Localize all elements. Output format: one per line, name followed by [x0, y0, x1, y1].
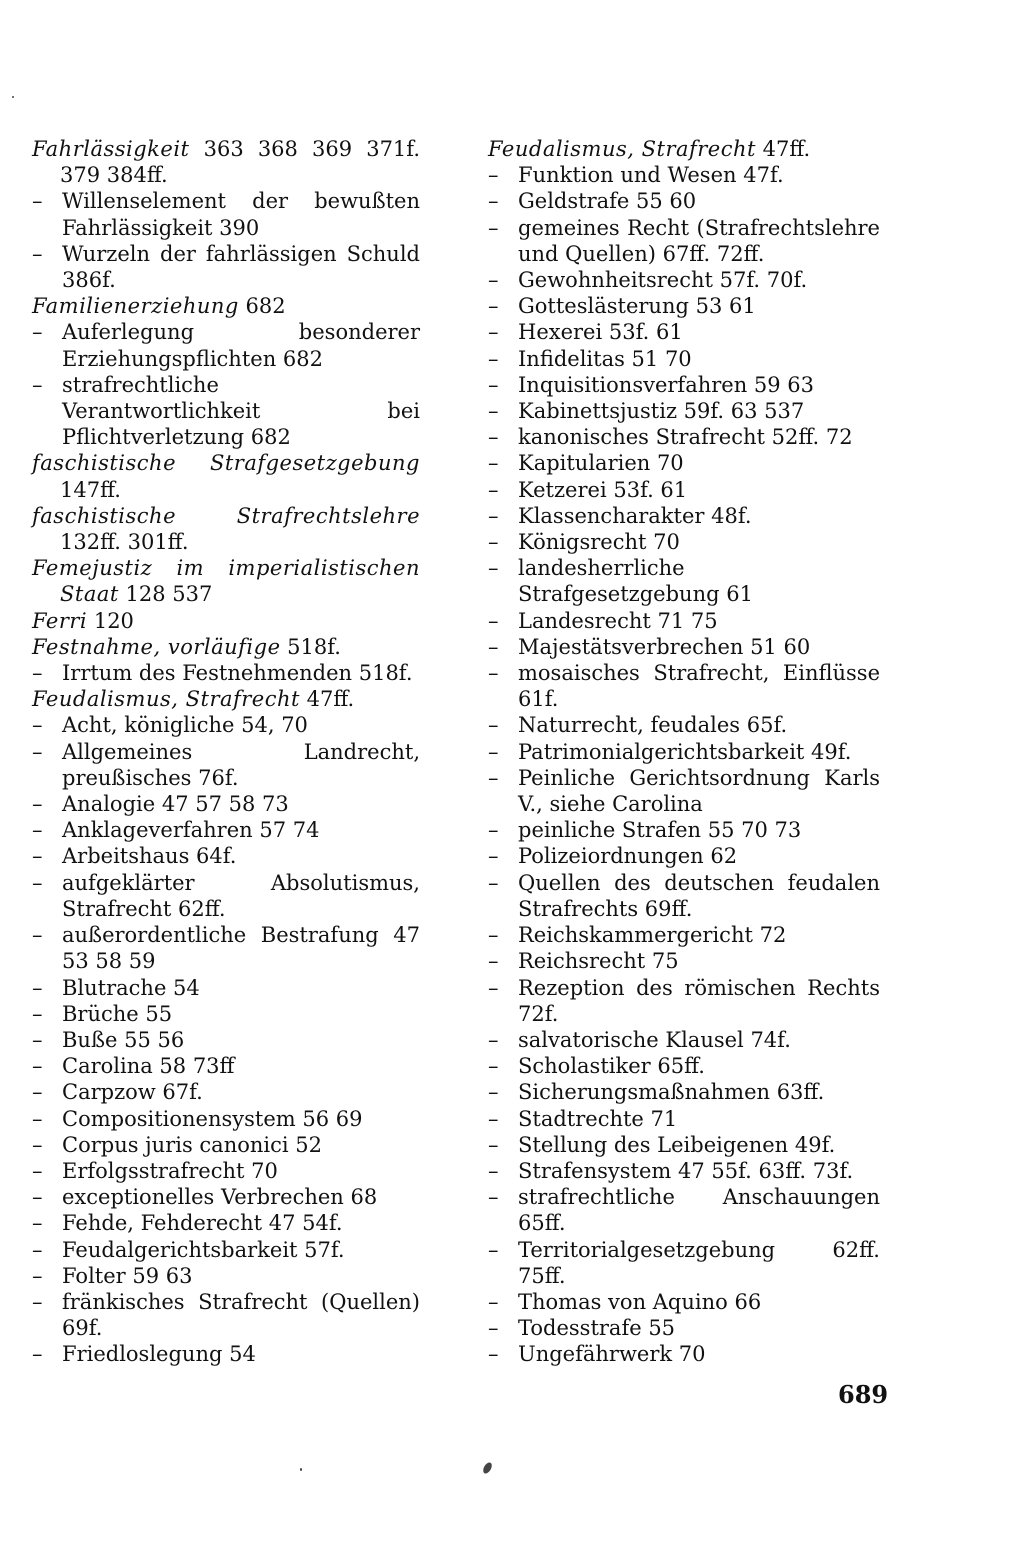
index-sub-entry	[32, 817, 420, 843]
index-sub-entry	[488, 739, 880, 765]
subentry-dash: –	[488, 1027, 499, 1052]
index-subentry-text: Landesrecht 71 75	[518, 608, 718, 633]
subentry-dash: –	[488, 503, 499, 528]
index-subentry-text: Corpus juris canonici 52	[62, 1132, 322, 1157]
index-sub-entry	[488, 660, 880, 712]
index-main-entry	[32, 686, 420, 712]
index-sub-entry	[32, 1263, 420, 1289]
index-sub-entry	[488, 922, 880, 948]
index-subentry-text: Todesstrafe 55	[518, 1316, 676, 1341]
index-sub-entry	[32, 1027, 420, 1053]
index-sub-entry	[488, 346, 880, 372]
index-sub-entry	[488, 398, 880, 424]
index-sub-entry	[488, 529, 880, 555]
index-column-left	[32, 136, 420, 1368]
index-main-entry	[32, 634, 420, 660]
index-subentry-text: Rezeption des römischen Rechts 72f.	[518, 975, 880, 1026]
subentry-dash: –	[488, 818, 499, 843]
index-subentry-text: Fehde, Fehderecht 47 54f.	[62, 1211, 343, 1236]
subentry-dash: –	[32, 1263, 43, 1288]
index-sub-entry	[32, 1341, 420, 1367]
index-main-entry	[32, 555, 420, 607]
index-sub-entry	[488, 215, 880, 267]
subentry-dash: –	[488, 294, 499, 319]
index-subentry-text: Sicherungsmaßnahmen 63ff.	[518, 1080, 825, 1105]
index-subentry-text: Polizeiordnungen 62	[518, 844, 738, 869]
index-subentry-text: salvatorische Klausel 74f.	[518, 1027, 791, 1052]
index-sub-entry	[488, 267, 880, 293]
index-sub-entry	[32, 660, 420, 686]
page-number: 689	[838, 1380, 889, 1409]
subentry-dash: –	[488, 634, 499, 659]
index-subentry-text: Geldstrafe 55 60	[518, 189, 697, 214]
subentry-dash: –	[32, 241, 43, 266]
index-sub-entry	[32, 1106, 420, 1132]
subentry-dash: –	[488, 1316, 499, 1341]
index-sub-entry	[488, 843, 880, 869]
index-main-entry	[32, 136, 420, 188]
subentry-dash: –	[488, 372, 499, 397]
subentry-dash: –	[488, 765, 499, 790]
index-term: Fahrlässigkeit	[32, 137, 190, 161]
index-term: Feudalismus, Strafrecht	[32, 687, 300, 712]
subentry-dash: –	[488, 530, 499, 555]
index-sub-entry	[488, 372, 880, 398]
index-page-refs: 147ff.	[60, 477, 121, 502]
subentry-dash: –	[32, 1080, 43, 1105]
subentry-dash: –	[32, 739, 43, 764]
subentry-dash: –	[32, 818, 43, 843]
index-subentry-text: Stellung des Leibeigenen 49f.	[518, 1132, 836, 1157]
subentry-dash: –	[32, 870, 43, 895]
index-subentry-text: Peinliche Gerichtsordnung Karls V., siehe Carolina	[518, 765, 880, 817]
index-term: faschistische Strafgesetzgebung	[32, 451, 420, 476]
index-sub-entry	[32, 319, 420, 371]
index-subentry-text: Carolina 58 73ff	[62, 1054, 235, 1079]
subentry-dash: –	[488, 608, 499, 633]
index-sub-entry	[32, 843, 420, 869]
index-sub-entry	[488, 712, 880, 738]
index-sub-entry	[488, 1027, 880, 1053]
index-subentry-text: Compositionensystem 56 69	[62, 1106, 363, 1131]
subentry-dash: –	[32, 1027, 43, 1052]
subentry-dash: –	[488, 1237, 499, 1262]
index-sub-entry	[488, 1289, 880, 1315]
index-sub-entry	[488, 319, 880, 345]
subentry-dash: –	[488, 189, 499, 214]
index-sub-entry	[32, 1289, 420, 1341]
subentry-dash: –	[488, 975, 499, 1000]
index-column-right	[488, 136, 880, 1368]
subentry-dash: –	[488, 1054, 499, 1079]
index-term: faschistische Strafrechtslehre	[32, 503, 420, 528]
subentry-dash: –	[488, 268, 499, 293]
index-sub-entry	[488, 555, 880, 607]
index-sub-entry	[32, 1132, 420, 1158]
scan-speck	[300, 1468, 302, 1471]
index-term: Festnahme, vorläufige	[32, 634, 281, 659]
index-sub-entry	[488, 608, 880, 634]
index-subentry-text: Scholastiker 65ff.	[518, 1054, 705, 1079]
subentry-dash: –	[488, 1106, 499, 1131]
index-subentry-text: Quellen des deutschen feudalen Strafrechts 69ff.	[518, 870, 880, 921]
index-main-entry	[32, 450, 420, 502]
index-subentry-text: Blutrache 54	[62, 975, 200, 1000]
subentry-dash: –	[488, 320, 499, 345]
index-subentry-text: Klassencharakter 48f.	[518, 503, 752, 528]
index-sub-entry	[488, 503, 880, 529]
index-page-refs: 128 537	[118, 582, 213, 607]
subentry-dash: –	[488, 1185, 499, 1210]
index-term: Feudalismus, Strafrecht	[488, 137, 756, 161]
index-sub-entry	[488, 1132, 880, 1158]
index-sub-entry	[488, 1106, 880, 1132]
subentry-dash: –	[488, 1342, 499, 1367]
index-sub-entry	[488, 1184, 880, 1236]
subentry-dash: –	[488, 1289, 499, 1314]
subentry-dash: –	[488, 713, 499, 738]
index-subentry-text: Funktion und Wesen 47f.	[518, 163, 784, 188]
subentry-dash: –	[488, 451, 499, 476]
index-subentry-text: exceptionelles Verbrechen 68	[62, 1185, 378, 1210]
index-sub-entry	[32, 1210, 420, 1236]
index-subentry-text: Naturrecht, feudales 65f.	[518, 713, 788, 738]
index-sub-entry	[488, 870, 880, 922]
subentry-dash: –	[32, 1132, 43, 1157]
subentry-dash: –	[32, 1211, 43, 1236]
subentry-dash: –	[32, 844, 43, 869]
index-subentry-text: Patrimonialgerichtsbarkeit 49f.	[518, 739, 852, 764]
subentry-dash: –	[488, 215, 499, 240]
index-sub-entry	[488, 293, 880, 319]
index-subentry-text: Analogie 47 57 58 73	[62, 792, 289, 817]
index-sub-entry	[32, 372, 420, 451]
index-sub-entry	[32, 1001, 420, 1027]
subentry-dash: –	[32, 975, 43, 1000]
index-main-entry	[488, 136, 880, 162]
subentry-dash: –	[32, 372, 43, 397]
index-sub-entry	[32, 241, 420, 293]
index-subentry-text: aufgeklärter Absolutismus, Strafrecht 62ff.	[62, 870, 420, 921]
subentry-dash: –	[32, 713, 43, 738]
index-subentry-text: Majestätsverbrechen 51 60	[518, 634, 811, 659]
index-page-refs: 682	[238, 294, 286, 319]
index-subentry-text: Carpzow 67f.	[62, 1080, 203, 1105]
subentry-dash: –	[488, 346, 499, 371]
index-subentry-text: Kapitularien 70	[518, 451, 684, 476]
scan-speck	[12, 96, 14, 98]
subentry-dash: –	[488, 1132, 499, 1157]
subentry-dash: –	[32, 1054, 43, 1079]
subentry-dash: –	[488, 844, 499, 869]
index-subentry-text: Allgemeines Landrecht, preußisches 76f.	[62, 739, 420, 790]
subentry-dash: –	[32, 1185, 43, 1210]
subentry-dash: –	[488, 425, 499, 450]
subentry-dash: –	[488, 477, 499, 502]
index-sub-entry	[488, 817, 880, 843]
index-sub-entry	[488, 424, 880, 450]
index-sub-entry	[488, 765, 880, 817]
index-sub-entry	[32, 870, 420, 922]
index-page-refs: 518f.	[280, 634, 341, 659]
index-sub-entry	[32, 1158, 420, 1184]
index-subentry-text: peinliche Strafen 55 70 73	[518, 818, 802, 843]
subentry-dash: –	[32, 189, 43, 214]
index-sub-entry	[488, 1079, 880, 1105]
index-subentry-text: Ungefährwerk 70	[518, 1342, 706, 1367]
index-subentry-text: Anklageverfahren 57 74	[62, 818, 320, 843]
index-subentry-text: landesherrliche Strafgesetzgebung 61	[518, 556, 753, 607]
index-sub-entry	[488, 162, 880, 188]
subentry-dash: –	[488, 399, 499, 424]
index-term: Ferri	[32, 608, 88, 633]
index-main-entry	[32, 608, 420, 634]
subentry-dash: –	[32, 1106, 43, 1131]
index-main-entry	[32, 293, 420, 319]
index-sub-entry	[32, 712, 420, 738]
index-page-refs: 132ff. 301ff.	[60, 530, 189, 555]
subentry-dash: –	[32, 661, 43, 686]
index-subentry-text: Arbeitshaus 64f.	[62, 844, 237, 869]
index-term: Familienerziehung	[32, 294, 239, 319]
subentry-dash: –	[32, 923, 43, 948]
index-subentry-text: Folter 59 63	[62, 1263, 193, 1288]
index-sub-entry	[488, 1315, 880, 1341]
subentry-dash: –	[488, 661, 499, 686]
index-subentry-text: strafrechtliche Verantwortlichkeit bei Pflichtverletzung 682	[62, 372, 420, 450]
index-subentry-text: Acht, königliche 54, 70	[62, 713, 308, 738]
index-sub-entry	[488, 975, 880, 1027]
index-subentry-text: Friedloslegung 54	[62, 1342, 256, 1367]
index-page-refs: 120	[87, 608, 134, 633]
index-subentry-text: Buße 55 56	[62, 1027, 185, 1052]
index-sub-entry	[488, 450, 880, 476]
subentry-dash: –	[488, 1158, 499, 1183]
index-subentry-text: Thomas von Aquino 66	[518, 1289, 762, 1314]
index-subentry-text: Feudalgerichtsbarkeit 57f.	[62, 1237, 345, 1262]
index-sub-entry	[488, 188, 880, 214]
subentry-dash: –	[32, 1342, 43, 1367]
subentry-dash: –	[488, 923, 499, 948]
index-sub-entry	[32, 188, 420, 240]
subentry-dash: –	[488, 739, 499, 764]
index-sub-entry	[32, 1079, 420, 1105]
subentry-dash: –	[32, 1158, 43, 1183]
index-subentry-text: Kabinettsjustiz 59f. 63 537	[518, 399, 805, 424]
index-sub-entry	[488, 1237, 880, 1289]
scan-speck	[481, 1461, 493, 1475]
index-subentry-text: außerordentliche Bestrafung 47 53 58 59	[62, 923, 420, 974]
index-page-refs: 47ff.	[299, 687, 355, 712]
subentry-dash: –	[32, 320, 43, 345]
subentry-dash: –	[32, 1289, 43, 1314]
index-subentry-text: Königsrecht 70	[518, 530, 680, 555]
index-term: Femejustiz im imperialistischen Staat	[32, 556, 420, 607]
index-subentry-text: Reichskammergericht 72	[518, 923, 787, 948]
subentry-dash: –	[488, 163, 499, 188]
index-subentry-text: Brüche 55	[62, 1001, 173, 1026]
index-subentry-text: Auferlegung besonderer Erziehungspflichten 682	[62, 320, 420, 371]
index-subentry-text: Strafensystem 47 55f. 63ff. 73f.	[518, 1158, 854, 1183]
index-subentry-text: Wurzeln der fahrlässigen Schuld 386f.	[62, 241, 420, 293]
index-sub-entry	[488, 1158, 880, 1184]
index-subentry-text: Irrtum des Festnehmenden 518f.	[62, 661, 413, 686]
index-subentry-text: Infidelitas 51 70	[518, 346, 692, 371]
index-subentry-text: Reichsrecht 75	[518, 949, 679, 974]
index-page-refs: 363 368 369 371f. 379 384ff.	[60, 137, 420, 188]
index-subentry-text: strafrechtliche Anschauungen 65ff.	[518, 1185, 880, 1236]
subentry-dash: –	[488, 556, 499, 581]
index-subentry-text: gemeines Recht (Strafrechtslehre und Quellen) 67ff. 72ff.	[518, 215, 880, 266]
index-sub-entry	[488, 1341, 880, 1367]
index-sub-entry	[32, 1237, 420, 1263]
index-subentry-text: fränkisches Strafrecht (Quellen) 69f.	[62, 1289, 420, 1341]
index-sub-entry	[32, 739, 420, 791]
index-subentry-text: kanonisches Strafrecht 52ff. 72	[518, 425, 853, 450]
subentry-dash: –	[32, 792, 43, 817]
index-subentry-text: mosaisches Strafrecht, Einflüsse 61f.	[518, 661, 880, 712]
index-subentry-text: Willenselement der bewußten Fahrlässigkeit 390	[62, 189, 420, 240]
index-sub-entry	[32, 1184, 420, 1210]
index-subentry-text: Inquisitionsverfahren 59 63	[518, 372, 815, 397]
index-sub-entry	[488, 477, 880, 503]
subentry-dash: –	[488, 949, 499, 974]
index-subentry-text: Ketzerei 53f. 61	[518, 477, 688, 502]
index-sub-entry	[488, 948, 880, 974]
index-sub-entry	[32, 922, 420, 974]
index-sub-entry	[488, 634, 880, 660]
index-subentry-text: Erfolgsstrafrecht 70	[62, 1158, 278, 1183]
index-sub-entry	[32, 791, 420, 817]
index-sub-entry	[488, 1053, 880, 1079]
index-subentry-text: Stadtrechte 71	[518, 1106, 678, 1131]
index-subentry-text: Gewohnheitsrecht 57f. 70f.	[518, 268, 808, 293]
index-page-refs: 47ff.	[755, 137, 811, 161]
subentry-dash: –	[488, 870, 499, 895]
subentry-dash: –	[32, 1237, 43, 1262]
subentry-dash: –	[32, 1001, 43, 1026]
index-subentry-text: Territorialgesetzgebung 62ff. 75ff.	[518, 1237, 880, 1288]
index-main-entry	[32, 503, 420, 555]
index-subentry-text: Gotteslästerung 53 61	[518, 294, 756, 319]
index-sub-entry	[32, 1053, 420, 1079]
index-sub-entry	[32, 975, 420, 1001]
index-subentry-text: Hexerei 53f. 61	[518, 320, 683, 345]
subentry-dash: –	[488, 1080, 499, 1105]
